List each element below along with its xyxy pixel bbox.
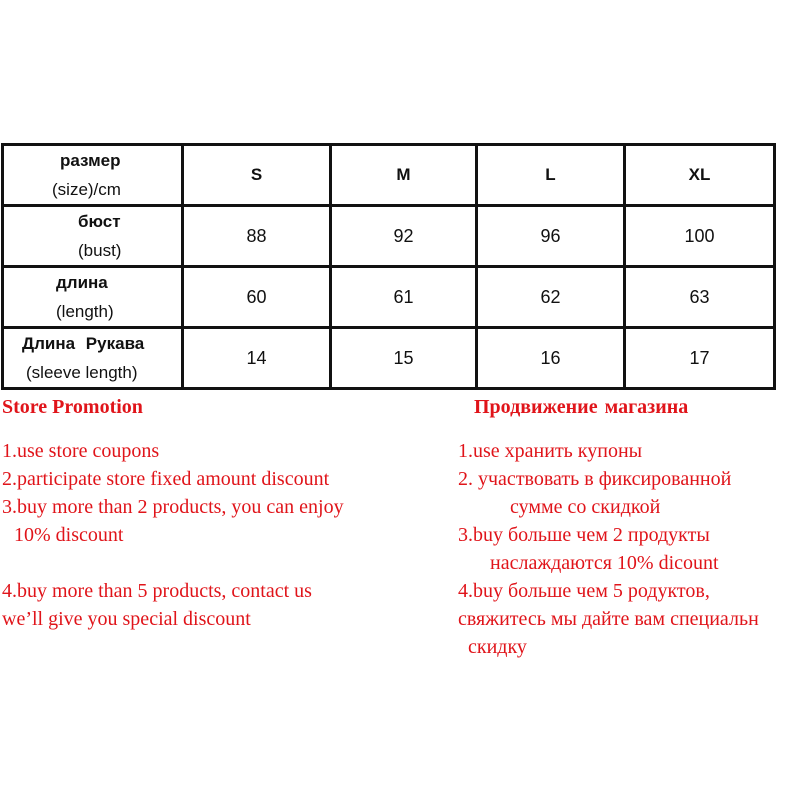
sleeve-xl-value: 17 bbox=[625, 328, 775, 389]
promotion-ru-line-4: 3.buy больше чем 2 продукты bbox=[458, 524, 710, 546]
bust-s-value: 88 bbox=[183, 206, 331, 267]
size-label-ru: размер bbox=[60, 151, 121, 170]
size-label-cell bbox=[3, 145, 183, 206]
length-label-en: (length) bbox=[56, 302, 114, 321]
length-m-value: 61 bbox=[331, 267, 477, 328]
sleeve-m-value: 15 bbox=[331, 328, 477, 389]
size-chart-table bbox=[1, 143, 776, 390]
bust-label-en: (bust) bbox=[78, 241, 122, 260]
bust-l-value: 96 bbox=[477, 206, 625, 267]
length-label-ru: длина bbox=[56, 273, 108, 292]
table-row-sleeve bbox=[3, 328, 775, 389]
promotion-en-title: Store Promotion bbox=[2, 396, 143, 418]
table-row-bust bbox=[3, 206, 775, 267]
table-row-length bbox=[3, 267, 775, 328]
promotion-ru-title: Продвижение магазина bbox=[474, 396, 689, 418]
promotion-ru-line-3: сумме со скидкой bbox=[510, 496, 661, 518]
sleeve-l-value: 16 bbox=[477, 328, 625, 389]
size-l-header: L bbox=[477, 145, 625, 206]
promotion-en-line-5: 4.buy more than 5 products, contact us bbox=[2, 580, 312, 602]
length-s-value: 60 bbox=[183, 267, 331, 328]
promotion-ru-line-2: 2. участвовать в фиксированной bbox=[458, 468, 732, 490]
table-header-row bbox=[3, 145, 775, 206]
promotion-en-line-4: 10% discount bbox=[14, 524, 124, 546]
promotion-ru-line-8: скидку bbox=[468, 636, 527, 658]
promotion-en-line-2: 2.participate store fixed amount discount bbox=[2, 468, 330, 490]
size-s-header: S bbox=[183, 145, 331, 206]
size-label-en: (size)/cm bbox=[52, 180, 121, 199]
bust-xl-value: 100 bbox=[625, 206, 775, 267]
length-l-value: 62 bbox=[477, 267, 625, 328]
length-xl-value: 63 bbox=[625, 267, 775, 328]
bust-label-cell bbox=[3, 206, 183, 267]
promotion-ru-line-1: 1.use хранить купоны bbox=[458, 440, 643, 462]
size-xl-header: XL bbox=[625, 145, 775, 206]
bust-m-value: 92 bbox=[331, 206, 477, 267]
sleeve-label-en: (sleeve length) bbox=[26, 363, 138, 382]
promotion-ru-line-5: наслаждаются 10% dicount bbox=[490, 552, 719, 574]
length-label-cell bbox=[3, 267, 183, 328]
sleeve-label-ru: Длина Рукава bbox=[22, 334, 145, 353]
sleeve-label-cell bbox=[3, 328, 183, 389]
promotion-en-line-3: 3.buy more than 2 products, you can enjoy bbox=[2, 496, 344, 518]
promotion-ru-line-6: 4.buy больше чем 5 родуктов, bbox=[458, 580, 710, 602]
promotion-en-line-6: we’ll give you special discount bbox=[2, 608, 251, 630]
size-m-header: M bbox=[331, 145, 477, 206]
sleeve-s-value: 14 bbox=[183, 328, 331, 389]
promotion-ru-line-7: свяжитесь мы дайте вам специальн bbox=[458, 608, 759, 630]
bust-label-ru: бюст bbox=[78, 212, 121, 231]
promotion-en-line-1: 1.use store coupons bbox=[2, 440, 160, 462]
